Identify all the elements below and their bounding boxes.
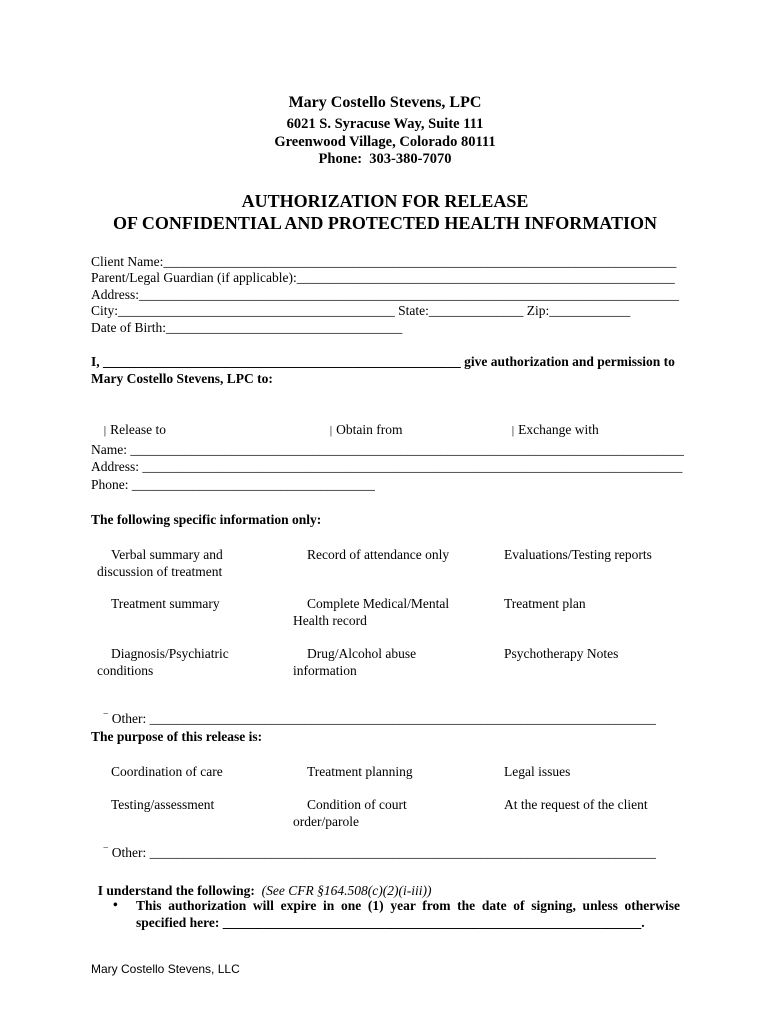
practice-address-line2: Greenwood Village, Colorado 80111 (274, 134, 496, 150)
form-title-line2: OF CONFIDENTIAL AND PROTECTED HEALTH INFORMATION (113, 213, 657, 233)
purpose-other-label: Other: ___________________________________________________________________________ (111, 845, 656, 860)
bullet-icon: • (113, 897, 118, 912)
release-to-option[interactable] (97, 406, 166, 438)
purpose-testing[interactable]: Testing/assessment (111, 797, 215, 812)
info-evaluations[interactable]: Evaluations/Testing reports (504, 547, 652, 562)
city-state-zip-field[interactable]: City:_________________________________________ State:______________ Zip:____________ (91, 303, 631, 318)
understand-heading: I understand the following: (97, 883, 255, 898)
recipient-address-field[interactable]: Address: ________________________________________________________________________________ (91, 459, 683, 474)
cfr-citation: (See CFR §164.508(c)(2)(i-iii)) (261, 883, 432, 898)
form-title-line1: AUTHORIZATION FOR RELEASE (241, 191, 529, 211)
info-verbal-summary[interactable]: Verbal summary and discussion of treatment (97, 547, 223, 579)
info-drug-alcohol[interactable]: Drug/Alcohol abuse information (293, 646, 417, 678)
purpose-coordination[interactable]: Coordination of care (111, 764, 223, 779)
purpose-treatment-planning[interactable]: Treatment planning (307, 764, 413, 779)
guardian-field[interactable]: Parent/Legal Guardian (if applicable):________________________________________________________ (91, 270, 675, 285)
practice-phone: Phone: 303-380-7070 (318, 151, 452, 167)
page-footer: Mary Costello Stevens, LLC (91, 962, 240, 976)
info-other-label: Other: ___________________________________________________________________________ (111, 711, 656, 726)
info-attendance[interactable]: Record of attendance only (307, 547, 450, 562)
checkbox-icon[interactable]: | (329, 423, 333, 437)
checkbox-icon[interactable]: ‾ (103, 712, 108, 726)
exchange-with-label: Exchange with (518, 422, 599, 437)
info-diagnosis[interactable]: Diagnosis/Psychiatric conditions (97, 646, 229, 678)
checkbox-icon[interactable]: ‾ (103, 846, 108, 860)
client-name-field[interactable]: Client Name:____________________________________________________________________________ (91, 254, 677, 269)
checkbox-icon[interactable]: | (103, 423, 107, 437)
practice-address-line1: 6021 S. Syracuse Way, Suite 111 (286, 116, 484, 132)
purpose-court-order[interactable]: Condition of court order/parole (293, 797, 407, 829)
release-to-label: Release to (110, 422, 167, 437)
purpose-client-request[interactable]: At the request of the client (504, 797, 648, 812)
practice-name: Mary Costello Stevens, LPC (288, 94, 482, 111)
info-treatment-summary[interactable]: Treatment summary (111, 596, 220, 611)
expiration-clause[interactable]: This authorization will expire in one (1) year from the date of signing, unless otherwise specified here: ______________________________________________________________. (136, 898, 680, 930)
obtain-from-label: Obtain from (336, 422, 403, 437)
checkbox-icon[interactable]: | (511, 423, 515, 437)
understand-heading-line (91, 867, 431, 899)
obtain-from-option[interactable] (323, 406, 403, 438)
authorization-statement[interactable]: I, _____________________________________________________ give authorization and permission to (91, 354, 675, 369)
authorization-recipient: Mary Costello Stevens, LPC to: (91, 371, 273, 386)
date-of-birth-field[interactable]: Date of Birth:___________________________________ (91, 320, 403, 335)
recipient-phone-field[interactable]: Phone: ____________________________________ (91, 477, 375, 492)
purpose-legal-issues[interactable]: Legal issues (504, 764, 571, 779)
recipient-name-field[interactable]: Name: __________________________________________________________________________________ (91, 442, 684, 457)
exchange-with-option[interactable] (505, 406, 599, 438)
info-other-field[interactable] (97, 695, 656, 727)
purpose-other-field[interactable] (97, 829, 656, 861)
info-psychotherapy-notes[interactable]: Psychotherapy Notes (504, 646, 619, 661)
client-address-field[interactable]: Address:________________________________________________________________________________ (91, 287, 679, 302)
info-treatment-plan[interactable]: Treatment plan (504, 596, 586, 611)
info-complete-record[interactable]: Complete Medical/Mental Health record (293, 596, 450, 628)
info-section-heading: The following specific information only: (91, 512, 322, 527)
purpose-section-heading: The purpose of this release is: (91, 729, 263, 744)
